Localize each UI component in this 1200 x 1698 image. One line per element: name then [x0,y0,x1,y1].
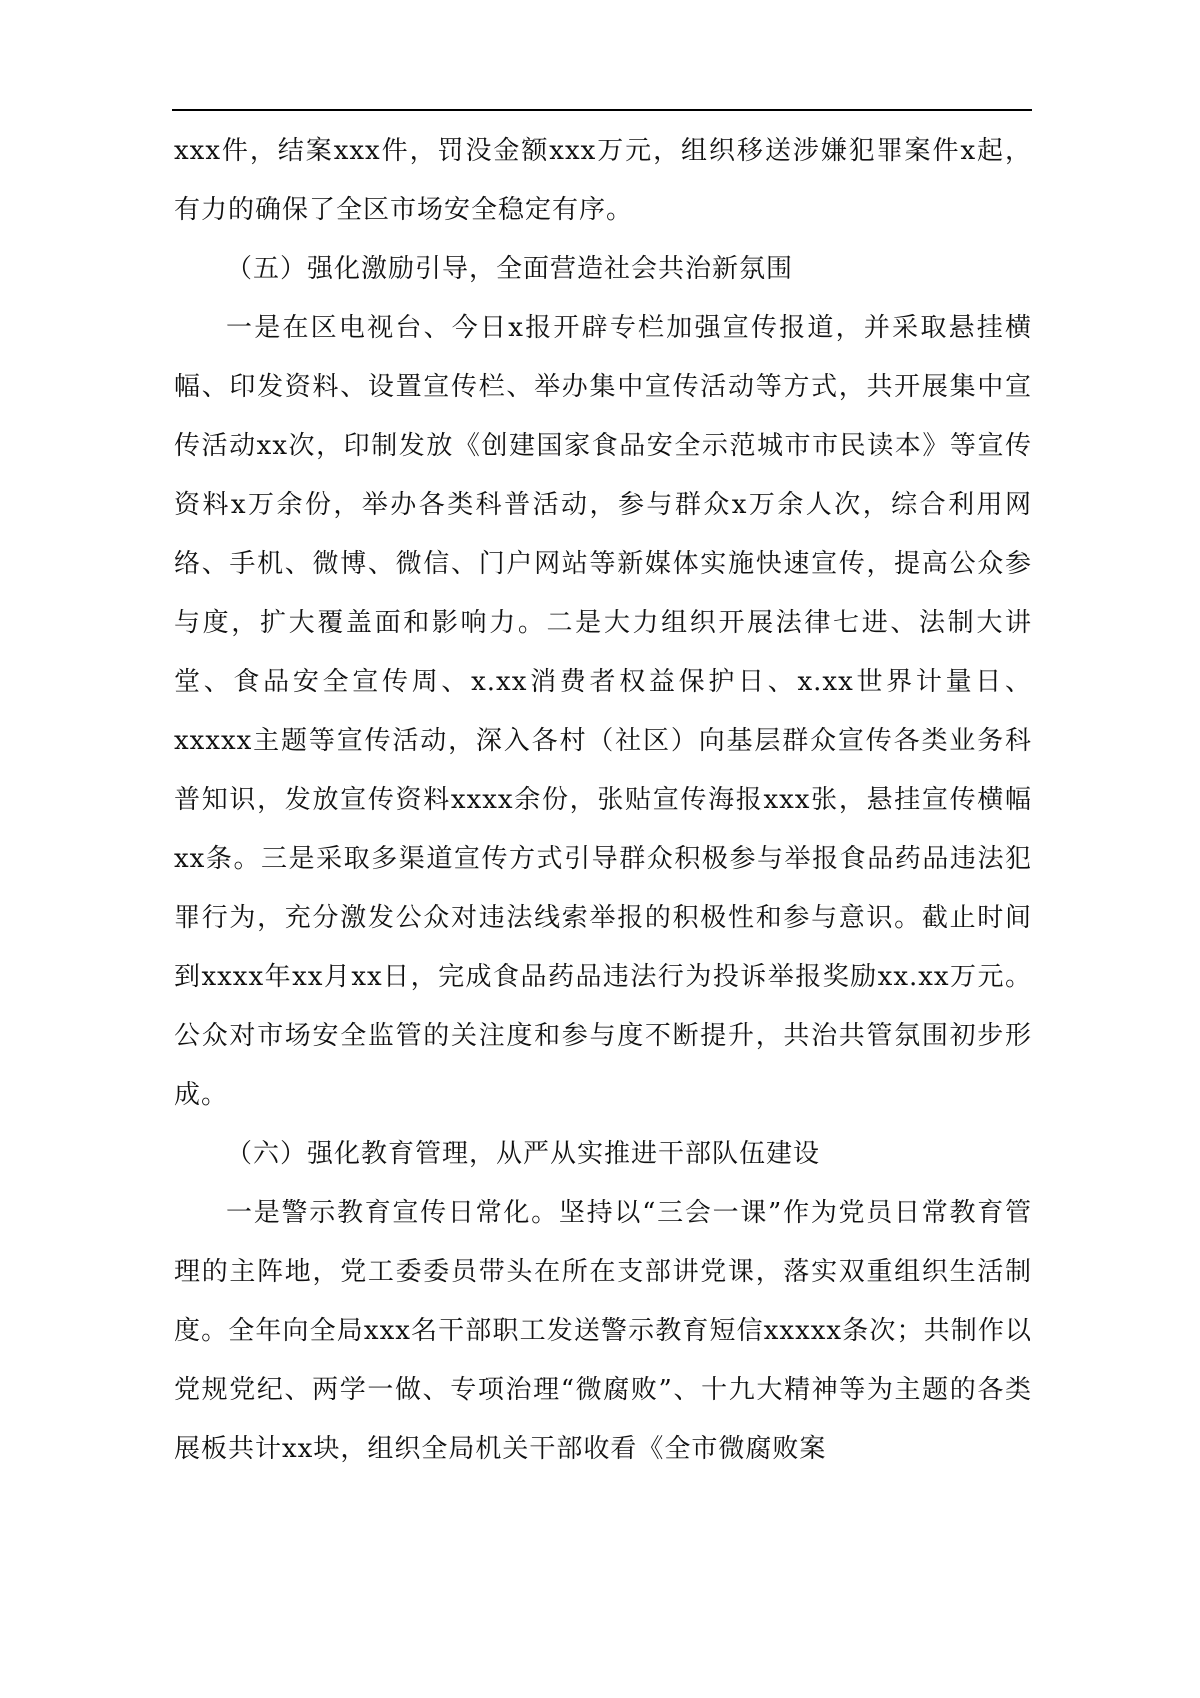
section-heading-5: （五）强化激励引导，全面营造社会共治新氛围 [226,254,794,284]
document-body [174,122,1032,1479]
section-heading-6: （六）强化教育管理，从严从实推进干部队伍建设 [226,1139,821,1169]
paragraph-publicity: 一是在区电视台、今日x报开辟专栏加强宣传报道，并采取悬挂横幅、印发资料、设置宣传栏、举办集中宣传活动等方式，共开展集中宣传活动xx次，印制发放《创建国家食品安全示范城市市民读本》等宣传资料x万余份，举办各类科普活动，参与群众x万余人次，综合利用网络、手机、微博、微信、门户网站等新媒体实施快速宣传，提高公众参与度，扩大覆盖面和影响力。二是大力组织开展法律七进、法制大讲堂、食品安全宣传周、x.xx消费者权益保护日、x.xx世界计量日、xxxxx主题等宣传活动，深入各村（社区）向基层群众宣传各类业务科普知识，发放宣传资料xxxx余份，张贴宣传海报xxx张，悬挂宣传横幅xx条。三是采取多渠道宣传方式引导群众积极参与举报食品药品违法犯罪行为，充分激发公众对违法线索举报的积极性和参与意识。截止时间到xxxx年xx月xx日，完成食品药品违法行为投诉举报奖励xx.xx万元。公众对市场安全监管的关注度和参与度不断提升，共治共管氛围初步形成。 [174,313,1032,1110]
paragraph-education: 一是警示教育宣传日常化。坚持以“三会一课”作为党员日常教育管理的主阵地，党工委委员带头在所在支部讲党课，落实双重组织生活制度。全年向全局xxx名干部职工发送警示教育短信xxxxx条次；共制作以党规党纪、两学一做、专项治理“微腐败”、十九大精神等为主题的各类展板共计xx块，组织全局机关干部收看《全市微腐败案 [174,1198,1032,1464]
paragraph-continuation: xxx件，结案xxx件，罚没金额xxx万元，组织移送涉嫌犯罪案件x起，有力的确保了全区市场安全稳定有序。 [174,136,1032,225]
header-rule [172,109,1032,111]
